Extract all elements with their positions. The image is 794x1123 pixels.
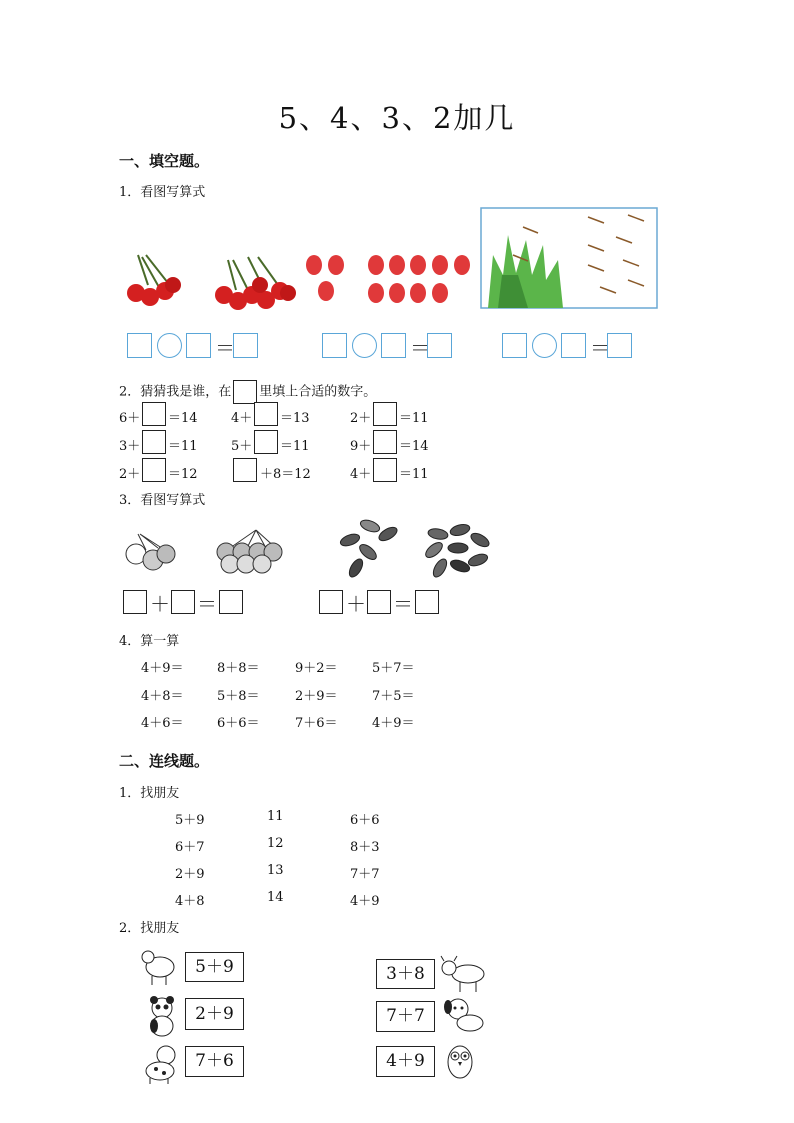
calc-item: 2＋9＝ xyxy=(295,689,338,704)
plus-sign: ＋ xyxy=(346,592,366,616)
answer-box[interactable] xyxy=(142,458,166,482)
q3-label: 3．看图写算式 xyxy=(119,493,206,508)
equals-sign: ＝ xyxy=(215,336,235,360)
plus-sign: ＋ xyxy=(150,592,170,616)
q2-prefix: 6＋ xyxy=(119,411,141,426)
match-right-item[interactable]: 4＋9 xyxy=(350,894,380,909)
q2-suffix: ＋8＝12 xyxy=(260,467,311,482)
equals-sign: ＝ xyxy=(393,592,413,616)
match-middle-item[interactable]: 14 xyxy=(267,890,284,905)
q2-suffix: ＝13 xyxy=(280,411,310,426)
equals-sign: ＝ xyxy=(197,592,217,616)
match-right-item[interactable]: 6＋6 xyxy=(350,813,380,828)
answer-box[interactable] xyxy=(427,333,452,358)
dragonflies-picture xyxy=(481,208,657,308)
cow-icon xyxy=(438,950,488,994)
answer-box[interactable] xyxy=(502,333,527,358)
q1-label: 1．看图写算式 xyxy=(119,185,206,200)
answer-box[interactable] xyxy=(381,333,406,358)
cherries-picture-large xyxy=(215,257,296,310)
answer-box[interactable] xyxy=(607,333,632,358)
operator-circle[interactable] xyxy=(352,333,377,358)
match-left-item[interactable]: 6＋7 xyxy=(175,840,205,855)
answer-box[interactable] xyxy=(142,402,166,426)
calc-item: 7＋6＝ xyxy=(295,716,338,731)
answer-box[interactable] xyxy=(254,430,278,454)
answer-box[interactable] xyxy=(322,333,347,358)
dog-icon xyxy=(140,1041,184,1085)
calc-item: 7＋5＝ xyxy=(372,689,415,704)
s2-q2-label: 2．找朋友 xyxy=(119,921,180,936)
calc-item: 4＋9＝ xyxy=(372,716,415,731)
candies-small xyxy=(339,518,399,579)
answer-box[interactable] xyxy=(171,590,195,614)
page-title: 5、4、3、2加几 xyxy=(278,101,516,135)
q2-prefix: 4＋ xyxy=(231,411,253,426)
q2-suffix: ＝14 xyxy=(168,411,198,426)
puppy-icon xyxy=(438,993,488,1037)
answer-box[interactable] xyxy=(219,590,243,614)
answer-box[interactable] xyxy=(186,333,211,358)
cherries-picture-small xyxy=(127,255,181,306)
panda-icon xyxy=(142,994,182,1038)
q2-prefix: 3＋ xyxy=(119,439,141,454)
sheep-icon xyxy=(138,943,184,989)
answer-box[interactable] xyxy=(254,402,278,426)
match-card-right[interactable]: 4＋9 xyxy=(376,1046,435,1077)
sample-box xyxy=(233,380,257,404)
answer-box[interactable] xyxy=(123,590,147,614)
match-card-right[interactable]: 3＋8 xyxy=(376,959,435,989)
answer-box[interactable] xyxy=(373,430,397,454)
calc-item: 4＋8＝ xyxy=(141,689,184,704)
match-middle-item[interactable]: 13 xyxy=(267,863,284,878)
calc-item: 4＋9＝ xyxy=(141,661,184,676)
answer-box[interactable] xyxy=(373,402,397,426)
q2-label-before: 2．猜猜我是谁，在 xyxy=(119,384,232,400)
answer-box[interactable] xyxy=(367,590,391,614)
section-heading-fill-blank: 一、填空题。 xyxy=(119,152,210,170)
answer-box[interactable] xyxy=(142,430,166,454)
grey-cherries-large xyxy=(217,530,282,573)
q2-suffix: ＝11 xyxy=(168,439,198,454)
q2-suffix: ＝11 xyxy=(399,467,429,482)
owl-icon xyxy=(440,1038,480,1082)
q2-prefix: 5＋ xyxy=(231,439,253,454)
match-card-left[interactable]: 2＋9 xyxy=(185,998,244,1030)
operator-circle[interactable] xyxy=(532,333,557,358)
q2-label xyxy=(119,380,376,404)
q2-suffix: ＝12 xyxy=(168,467,198,482)
answer-box[interactable] xyxy=(415,590,439,614)
match-right-item[interactable]: 7＋7 xyxy=(350,867,380,882)
match-left-item[interactable]: 5＋9 xyxy=(175,813,205,828)
grey-cherries-small xyxy=(126,534,175,570)
q2-prefix: 2＋ xyxy=(119,467,141,482)
s2-q1-label: 1．找朋友 xyxy=(119,786,180,801)
equals-sign: ＝ xyxy=(410,336,430,360)
calc-item: 5＋7＝ xyxy=(372,661,415,676)
match-left-item[interactable]: 2＋9 xyxy=(175,867,205,882)
q2-suffix: ＝11 xyxy=(399,411,429,426)
q2-prefix: 2＋ xyxy=(350,411,372,426)
answer-box[interactable] xyxy=(561,333,586,358)
answer-box[interactable] xyxy=(233,333,258,358)
calc-item: 5＋8＝ xyxy=(217,689,260,704)
candies-large xyxy=(423,523,491,580)
equals-sign: ＝ xyxy=(590,336,610,360)
q1-pictures xyxy=(118,205,663,315)
calc-item: 4＋6＝ xyxy=(141,716,184,731)
answer-box[interactable] xyxy=(373,458,397,482)
q3-pictures xyxy=(118,512,498,582)
q2-suffix: ＝11 xyxy=(280,439,310,454)
match-card-right[interactable]: 7＋7 xyxy=(376,1001,435,1032)
calc-item: 8＋8＝ xyxy=(217,661,260,676)
calc-item: 6＋6＝ xyxy=(217,716,260,731)
match-left-item[interactable]: 4＋8 xyxy=(175,894,205,909)
calc-item: 9＋2＝ xyxy=(295,661,338,676)
match-card-left[interactable]: 5＋9 xyxy=(185,952,244,982)
answer-box[interactable] xyxy=(127,333,152,358)
q4-label: 4．算一算 xyxy=(119,634,180,649)
answer-box[interactable] xyxy=(233,458,257,482)
section-heading-matching: 二、连线题。 xyxy=(119,752,210,770)
match-middle-item[interactable]: 12 xyxy=(267,836,284,851)
q2-prefix: 9＋ xyxy=(350,439,372,454)
match-right-item[interactable]: 8＋3 xyxy=(350,840,380,855)
q2-suffix: ＝14 xyxy=(399,439,429,454)
q2-label-after: 里填上合适的数字。 xyxy=(259,384,377,400)
q2-prefix: 4＋ xyxy=(350,467,372,482)
match-card-left[interactable]: 7＋6 xyxy=(185,1046,244,1077)
answer-box[interactable] xyxy=(319,590,343,614)
match-middle-item[interactable]: 11 xyxy=(267,809,284,824)
strawberries-picture xyxy=(306,255,470,303)
operator-circle[interactable] xyxy=(157,333,182,358)
